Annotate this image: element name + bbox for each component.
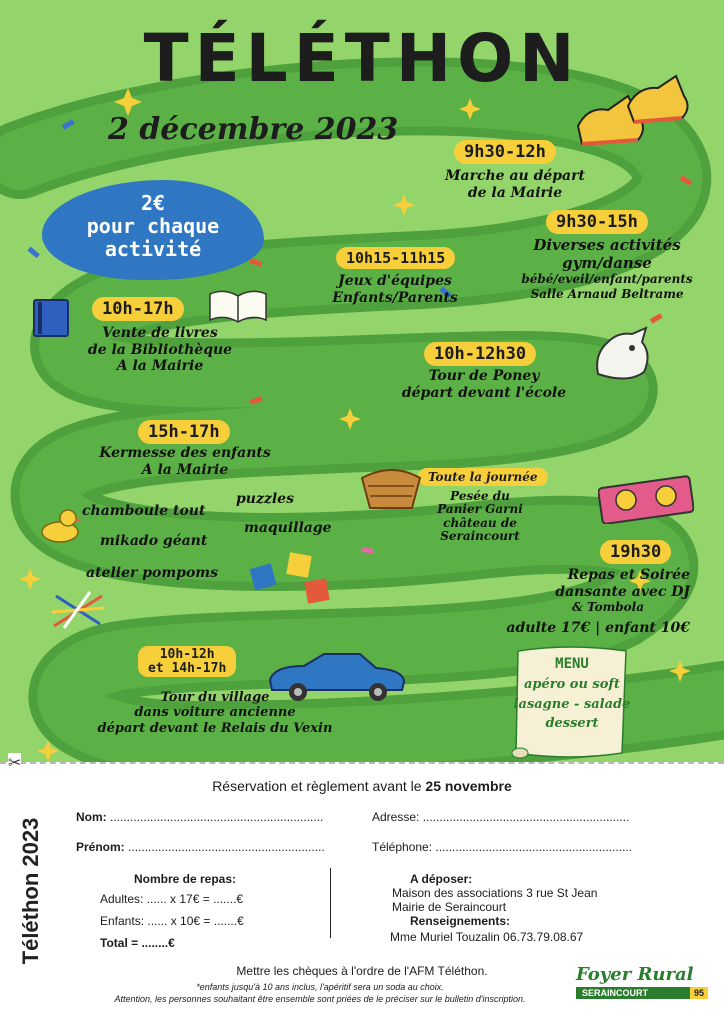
event-livres xyxy=(70,325,250,375)
event-poney xyxy=(384,368,584,401)
event-jeux xyxy=(300,273,490,306)
kermesse-item: atelier pompoms xyxy=(86,565,219,581)
price-line2: pour chaque xyxy=(86,214,220,238)
vintage-car-icon xyxy=(264,646,410,704)
event-repas xyxy=(470,567,690,637)
adresse-label: Adresse: xyxy=(372,810,420,824)
kermesse-item: puzzles xyxy=(236,491,294,507)
nom-dots[interactable]: ................................................................ xyxy=(110,810,324,824)
event-kermesse xyxy=(80,445,290,478)
event-line: Vente de livres xyxy=(102,325,218,341)
deposer-title: A déposer: xyxy=(410,872,473,886)
kermesse-item: maquillage xyxy=(244,520,332,536)
prenom-label: Prénom: xyxy=(76,840,125,854)
nom-label: Nom: xyxy=(76,810,107,824)
event-time-kermesse: 15h-17h xyxy=(138,420,230,444)
logo-sub: SERAINCOURT xyxy=(576,987,690,999)
menu-title: MENU xyxy=(555,656,589,672)
event-line: bébé/eveil/enfant/parents xyxy=(521,272,693,287)
sneakers-icon xyxy=(568,66,698,156)
nom-field[interactable] xyxy=(76,810,323,824)
event-line: Jeux d'équipes xyxy=(338,273,452,289)
adresse-field[interactable] xyxy=(372,810,629,824)
event-line: de la Mairie xyxy=(467,184,563,201)
event-date: 2 décembre 2023 xyxy=(108,112,399,147)
repas-title: Nombre de repas: xyxy=(134,872,237,886)
enfants-line[interactable]: Enfants: ...... x 10€ = .......€ xyxy=(100,914,244,928)
event-time-livres: 10h-17h xyxy=(92,297,184,321)
event-line: Kermesse des enfants xyxy=(99,445,271,461)
dj-turntable-icon xyxy=(598,474,694,524)
menu-text xyxy=(510,654,634,734)
event-line: Diverses activités xyxy=(533,236,681,254)
prenom-dots[interactable]: ........................................................... xyxy=(128,840,325,854)
event-line: dans voiture ancienne xyxy=(134,705,296,721)
event-line: Seraincourt xyxy=(440,529,520,544)
event-time-voiture xyxy=(138,646,236,677)
open-book-icon xyxy=(208,288,268,324)
event-line: Repas et Soirée xyxy=(567,567,690,583)
reservation-prefix: Réservation et règlement avant le xyxy=(212,778,426,794)
event-line: Salle Arnaud Beltrame xyxy=(530,286,684,301)
deposer-line2: Mairie de Seraincourt xyxy=(392,900,507,914)
event-line: château de xyxy=(443,515,517,530)
logo-bar xyxy=(576,987,708,999)
prenom-field[interactable] xyxy=(76,840,325,854)
deposer-line1: Maison des associations 3 rue St Jean xyxy=(392,886,598,900)
form-divider xyxy=(330,868,331,938)
price-text xyxy=(42,192,264,261)
reservation-date: 25 novembre xyxy=(425,778,512,794)
basket-icon xyxy=(358,460,424,512)
menu-line: apéro ou soft xyxy=(523,677,621,692)
event-line: départ devant l'école xyxy=(401,384,567,401)
adultes-line[interactable]: Adultes: ...... x 17€ = .......€ xyxy=(100,892,244,906)
foyer-rural-logo xyxy=(576,964,708,999)
event-line: Enfants/Parents xyxy=(332,289,458,306)
kermesse-item: mikado géant xyxy=(100,533,208,549)
logo-text: Foyer Rural xyxy=(576,964,694,985)
event-time-repas: 19h30 xyxy=(600,540,671,564)
event-marche xyxy=(410,168,620,201)
event-line: Pesée du xyxy=(450,489,510,503)
cut-line xyxy=(0,762,724,765)
event-line: Tour du village xyxy=(160,690,270,705)
event-panier xyxy=(416,490,544,544)
footnote-1: *enfants jusqu'à 10 ans inclus, l'apéritif sera un soda au choix. xyxy=(196,982,444,992)
cheques-note: Mettre les chèques à l'ordre de l'AFM Téléthon. xyxy=(236,964,488,978)
footnote-2: Attention, les personnes souhaitant être ensemble sont priées de le préciser sur le bulletin d'inscription. xyxy=(114,994,526,1004)
mikado-sticks-icon xyxy=(50,590,106,630)
renseignements-line: Mme Muriel Touzalin 06.73.79.08.67 xyxy=(390,930,584,944)
pony-icon xyxy=(588,324,658,386)
event-line: A la Mairie xyxy=(116,358,204,375)
event-line: A la Mairie xyxy=(141,461,229,478)
event-line: gym/danse xyxy=(562,253,652,272)
event-time-line: et 14h-17h xyxy=(148,660,227,676)
event-time-jeux: 10h15-11h15 xyxy=(336,247,455,269)
duck-icon xyxy=(38,502,84,548)
telephone-dots[interactable]: ........................................................... xyxy=(435,840,633,854)
poster-title: TÉLÉTHON xyxy=(143,20,581,97)
event-line: adulte 17€ | enfant 10€ xyxy=(506,620,690,637)
event-time-panier: Toute la journée xyxy=(418,468,548,486)
book-icon xyxy=(30,296,76,340)
event-line: & Tombola xyxy=(572,600,644,615)
reservation-deadline xyxy=(0,778,724,794)
menu-line: dessert xyxy=(545,716,599,731)
event-line: Marche au départ xyxy=(445,168,585,184)
adresse-dots[interactable]: .............................................................. xyxy=(422,810,630,824)
event-line: de la Bibliothèque xyxy=(87,341,233,358)
puzzle-pieces-icon xyxy=(248,552,338,606)
price-line3: activité xyxy=(104,237,202,261)
event-time-line: 10h-12h xyxy=(159,647,215,662)
event-gym xyxy=(500,237,714,301)
telephone-field[interactable] xyxy=(372,840,632,854)
renseignements-title: Renseignements: xyxy=(410,914,511,928)
event-time-poney: 10h-12h30 xyxy=(424,342,536,366)
price-amount: 2€ xyxy=(140,191,166,215)
reservation-form xyxy=(0,768,724,1024)
event-time-gym: 9h30-15h xyxy=(546,210,648,234)
telephone-label: Téléphone: xyxy=(372,840,433,854)
kermesse-item: chamboule tout xyxy=(82,503,206,519)
menu-line: lasagne - salade xyxy=(513,696,631,712)
side-label: Téléthon 2023 xyxy=(18,817,43,965)
logo-num: 95 xyxy=(690,987,708,999)
event-line: dansante avec DJ xyxy=(555,583,690,600)
scissors-icon: ✂ xyxy=(8,753,22,772)
event-line: Tour de Poney xyxy=(428,368,540,384)
event-line: départ devant le Relais du Vexin xyxy=(97,720,333,736)
total-line[interactable]: Total = ........€ xyxy=(100,936,175,950)
event-time-marche: 9h30-12h xyxy=(454,140,556,164)
event-line: Panier Garni xyxy=(437,502,523,517)
